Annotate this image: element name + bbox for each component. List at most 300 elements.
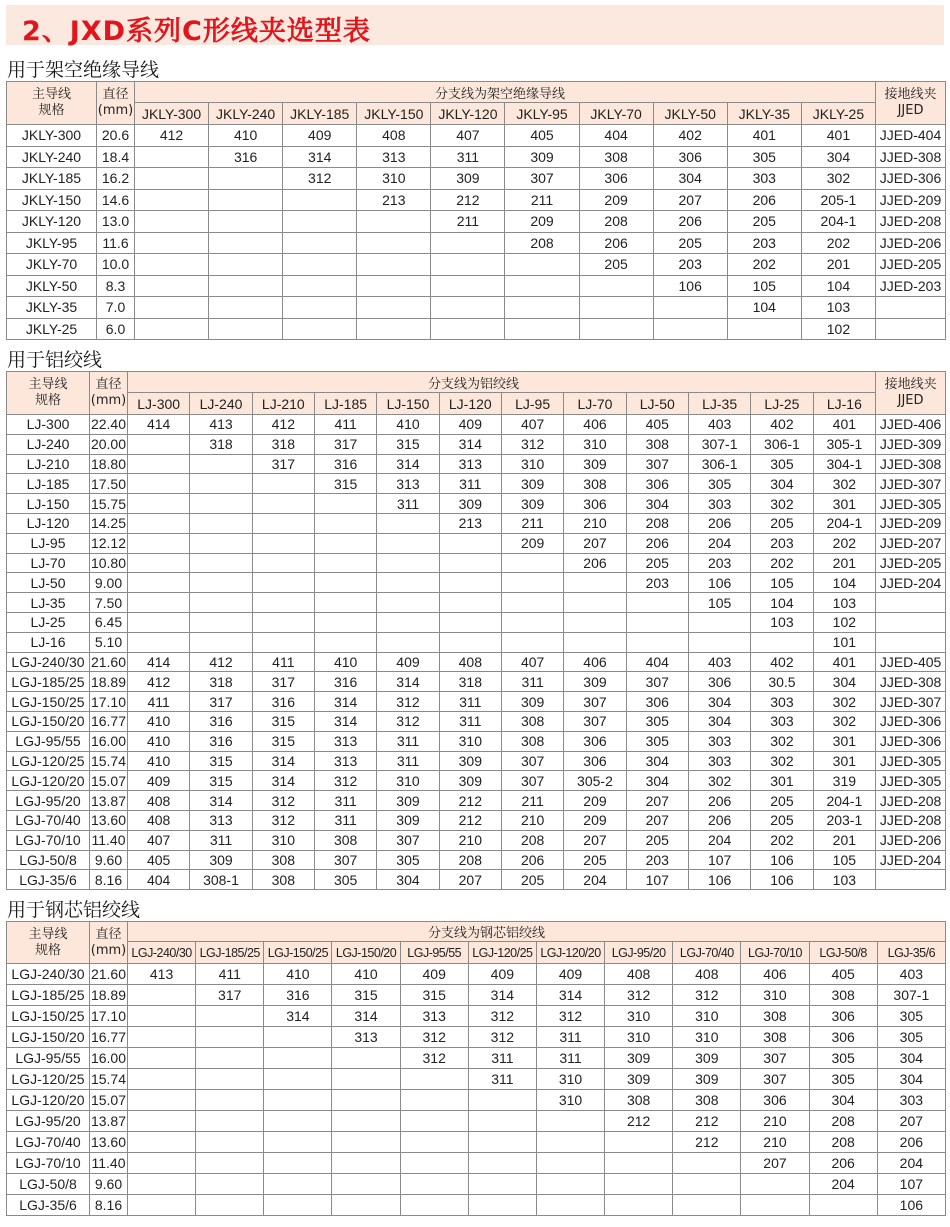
clamp-model-cell: 403	[877, 964, 945, 985]
clamp-model-cell: 303	[727, 168, 801, 190]
clamp-model-cell: 307	[377, 830, 439, 850]
clamp-model-cell: 315	[400, 985, 468, 1006]
clamp-model-cell: 314	[314, 692, 376, 712]
clamp-model-cell	[501, 612, 563, 632]
clamp-model-cell	[128, 434, 190, 454]
ground-clamp-cell: JJED-208	[876, 211, 946, 233]
header-label: 规格	[38, 103, 65, 118]
column-header: JKLY-95	[505, 103, 579, 125]
clamp-model-cell: 305-1	[813, 434, 875, 454]
ground-clamp-cell: JJED-305	[876, 494, 946, 514]
clamp-model-cell: 408	[128, 791, 190, 811]
clamp-model-cell	[536, 1153, 604, 1174]
clamp-model-cell: 207	[626, 791, 688, 811]
clamp-model-cell: 211	[501, 513, 563, 533]
clamp-model-cell: 409	[536, 964, 604, 985]
clamp-model-cell: 308	[673, 1090, 741, 1111]
clamp-model-cell	[128, 1069, 196, 1090]
clamp-model-cell: 317	[196, 985, 264, 1006]
ground-clamp-cell: JJED-309	[876, 434, 946, 454]
section-title-insulated: 用于架空绝缘导线	[7, 59, 160, 81]
clamp-model-cell: 201	[813, 553, 875, 573]
column-header: LJ-16	[813, 393, 875, 415]
main-line-spec: LGJ-240/30	[7, 964, 90, 985]
clamp-model-cell: 412	[135, 125, 209, 147]
clamp-model-cell: 308	[252, 870, 314, 890]
clamp-model-cell	[128, 513, 190, 533]
clamp-model-cell	[314, 632, 376, 652]
clamp-model-cell: 402	[653, 125, 727, 147]
table-row	[7, 474, 946, 494]
main-line-spec: LJ-50	[7, 573, 90, 593]
clamp-model-cell: 212	[431, 189, 505, 211]
clamp-model-cell: 210	[501, 810, 563, 830]
clamp-model-cell: 318	[190, 434, 252, 454]
main-line-spec: JKLY-35	[7, 297, 97, 319]
clamp-model-cell	[400, 1069, 468, 1090]
clamp-model-cell: 413	[190, 415, 252, 435]
clamp-model-cell	[357, 318, 431, 340]
clamp-model-cell: 207	[626, 810, 688, 830]
clamp-model-cell	[209, 275, 283, 297]
clamp-model-cell: 317	[314, 434, 376, 454]
ground-clamp-cell: JJED-305	[876, 751, 946, 771]
main-line-spec: LGJ-150/25	[7, 1006, 90, 1027]
column-header: LGJ-95/55	[400, 942, 468, 964]
ground-clamp-cell	[876, 297, 946, 319]
clamp-model-cell	[377, 573, 439, 593]
clamp-model-cell: 212	[439, 810, 501, 830]
clamp-model-cell: 406	[564, 415, 626, 435]
clamp-model-cell: 206	[688, 791, 750, 811]
clamp-model-cell: 407	[431, 125, 505, 147]
clamp-model-cell: 204	[564, 870, 626, 890]
header-label: 直径	[95, 377, 122, 392]
clamp-model-cell: 312	[536, 1006, 604, 1027]
clamp-model-cell: 306	[809, 1006, 877, 1027]
clamp-model-cell	[564, 612, 626, 632]
column-header-row	[7, 393, 946, 415]
clamp-model-cell: 311	[439, 692, 501, 712]
column-header-row	[7, 942, 946, 964]
clamp-model-cell: 105	[813, 850, 875, 870]
clamp-model-cell: 404	[579, 125, 653, 147]
main-line-spec: LJ-300	[7, 415, 90, 435]
clamp-model-cell: 302	[813, 692, 875, 712]
table-row	[7, 1174, 946, 1195]
clamp-model-cell	[377, 533, 439, 553]
clamp-model-cell: 411	[196, 964, 264, 985]
ground-clamp-cell: JJED-308	[876, 454, 946, 474]
ground-clamp-header	[876, 82, 946, 125]
clamp-model-cell	[190, 474, 252, 494]
header-label: (mm)	[97, 103, 134, 118]
clamp-model-cell: 309	[505, 146, 579, 168]
ground-clamp-cell: JJED-207	[876, 533, 946, 553]
main-line-spec-header	[7, 372, 90, 415]
header-label: 接地线夹	[884, 87, 937, 102]
clamp-model-cell: 107	[877, 1174, 945, 1195]
diameter-value: 16.77	[90, 1027, 128, 1048]
clamp-model-cell	[314, 593, 376, 613]
clamp-model-cell	[673, 1195, 741, 1216]
clamp-model-cell	[314, 553, 376, 573]
clamp-model-cell: 206	[688, 810, 750, 830]
clamp-model-cell: 410	[314, 652, 376, 672]
clamp-model-cell	[579, 318, 653, 340]
clamp-model-cell: 213	[439, 513, 501, 533]
table-row	[7, 632, 946, 652]
clamp-model-cell	[314, 573, 376, 593]
diameter-header	[90, 922, 128, 964]
clamp-model-cell	[431, 275, 505, 297]
clamp-model-cell	[468, 1195, 536, 1216]
column-header: LGJ-185/25	[196, 942, 264, 964]
main-line-spec-header	[7, 82, 97, 125]
diameter-value: 11.6	[97, 232, 135, 254]
diameter-value: 22.40	[90, 416, 127, 433]
clamp-model-cell: 206	[501, 850, 563, 870]
clamp-model-cell: 305-2	[564, 771, 626, 791]
clamp-model-cell: 411	[252, 652, 314, 672]
clamp-model-cell: 204	[688, 533, 750, 553]
clamp-model-cell: 313	[377, 474, 439, 494]
table-row	[7, 254, 946, 276]
clamp-model-cell: 205	[626, 553, 688, 573]
clamp-model-cell: 302	[751, 751, 813, 771]
clamp-model-cell: 103	[801, 297, 875, 319]
main-line-spec: LGJ-50/8	[7, 1174, 90, 1195]
table-row	[7, 1069, 946, 1090]
clamp-model-cell: 212	[673, 1111, 741, 1132]
main-line-spec: JKLY-70	[7, 254, 97, 276]
table-row	[7, 771, 946, 791]
main-line-spec: LGJ-185/25	[7, 672, 90, 692]
clamp-model-cell: 307	[626, 672, 688, 692]
diameter-value: 18.89	[90, 673, 127, 690]
clamp-model-cell: 314	[190, 791, 252, 811]
diameter-value: 9.60	[90, 850, 128, 870]
diameter-value: 11.40	[90, 1153, 128, 1174]
table-row	[7, 751, 946, 771]
clamp-model-cell: 304	[688, 692, 750, 712]
column-header: LGJ-150/25	[264, 942, 332, 964]
column-header: JKLY-120	[431, 103, 505, 125]
clamp-model-cell: 205	[626, 830, 688, 850]
clamp-model-cell: 206	[688, 513, 750, 533]
clamp-model-cell	[505, 318, 579, 340]
clamp-model-cell: 311	[536, 1027, 604, 1048]
clamp-model-cell: 311	[501, 672, 563, 692]
clamp-model-cell: 202	[751, 830, 813, 850]
clamp-model-cell: 206	[653, 211, 727, 233]
clamp-model-cell	[190, 573, 252, 593]
clamp-model-cell: 310	[357, 168, 431, 190]
clamp-model-cell: 311	[377, 751, 439, 771]
clamp-model-cell	[190, 612, 252, 632]
clamp-model-cell: 302	[801, 168, 875, 190]
selection-table-aluminum	[6, 371, 946, 890]
clamp-model-cell	[196, 1132, 264, 1153]
clamp-model-cell: 307	[626, 454, 688, 474]
table-row	[7, 415, 946, 435]
clamp-model-cell	[209, 189, 283, 211]
table-row	[7, 146, 946, 168]
header-row	[7, 922, 946, 942]
table-row	[7, 297, 946, 319]
clamp-model-cell: 316	[190, 731, 252, 751]
main-line-spec: LGJ-50/8	[7, 850, 90, 870]
main-line-spec: LGJ-150/20	[7, 711, 90, 731]
clamp-model-cell	[468, 1090, 536, 1111]
clamp-model-cell: 207	[741, 1153, 809, 1174]
header-label: JJED	[897, 103, 924, 118]
clamp-model-cell: 317	[252, 672, 314, 692]
clamp-model-cell	[209, 254, 283, 276]
clamp-model-cell: 102	[813, 612, 875, 632]
clamp-model-cell: 314	[536, 985, 604, 1006]
clamp-model-cell: 208	[809, 1132, 877, 1153]
ground-clamp-cell	[876, 612, 946, 632]
clamp-model-cell: 205	[751, 791, 813, 811]
diameter-value: 18.4	[97, 146, 135, 168]
clamp-model-cell: 311	[468, 1069, 536, 1090]
main-line-spec: JKLY-185	[7, 168, 97, 190]
table-row	[7, 1027, 946, 1048]
clamp-model-cell: 309	[501, 474, 563, 494]
clamp-model-cell	[128, 985, 196, 1006]
column-header: LGJ-240/30	[128, 942, 196, 964]
clamp-model-cell: 307	[741, 1069, 809, 1090]
diameter-value: 8.16	[90, 870, 128, 890]
ground-clamp-cell: JJED-305	[876, 771, 946, 791]
clamp-model-cell: 104	[727, 297, 801, 319]
ground-clamp-cell	[876, 593, 946, 613]
clamp-model-cell: 310	[564, 434, 626, 454]
table-row	[7, 1111, 946, 1132]
clamp-model-cell: 208	[439, 850, 501, 870]
clamp-model-cell: 305	[688, 474, 750, 494]
clamp-model-cell: 410	[332, 964, 400, 985]
clamp-model-cell: 404	[626, 652, 688, 672]
diameter-value: 8.16	[90, 1195, 128, 1216]
clamp-model-cell	[673, 1174, 741, 1195]
diameter-value: 18.89	[90, 985, 128, 1006]
clamp-model-cell: 309	[564, 672, 626, 692]
clamp-model-cell: 309	[501, 494, 563, 514]
ground-clamp-cell: JJED-209	[876, 513, 946, 533]
ground-clamp-cell: JJED-306	[876, 711, 946, 731]
diameter-header	[97, 82, 135, 125]
clamp-model-cell: 316	[252, 692, 314, 712]
clamp-model-cell: 311	[314, 810, 376, 830]
clamp-model-cell: 307	[741, 1048, 809, 1069]
table-row	[7, 1006, 946, 1027]
clamp-model-cell: 306	[809, 1027, 877, 1048]
clamp-model-cell: 401	[727, 125, 801, 147]
clamp-model-cell	[673, 1153, 741, 1174]
clamp-model-cell: 308-1	[190, 870, 252, 890]
clamp-model-cell: 309	[377, 810, 439, 830]
clamp-model-cell: 314	[377, 454, 439, 474]
clamp-model-cell: 203	[751, 533, 813, 553]
clamp-model-cell	[332, 1048, 400, 1069]
clamp-model-cell	[314, 494, 376, 514]
ground-clamp-cell: JJED-208	[876, 791, 946, 811]
clamp-model-cell: 311	[314, 791, 376, 811]
clamp-model-cell: 308	[626, 434, 688, 454]
diameter-value: 14.25	[90, 515, 127, 532]
ground-clamp-cell: JJED-405	[876, 652, 946, 672]
clamp-model-cell: 315	[252, 731, 314, 751]
clamp-model-cell: 405	[626, 415, 688, 435]
main-line-spec: LGJ-150/20	[7, 1027, 90, 1048]
clamp-model-cell: 306	[579, 168, 653, 190]
clamp-model-cell	[377, 632, 439, 652]
clamp-model-cell	[283, 275, 357, 297]
clamp-model-cell	[252, 593, 314, 613]
diameter-value: 17.50	[90, 475, 127, 492]
main-line-spec: LJ-120	[7, 513, 90, 533]
clamp-model-cell: 205	[653, 232, 727, 254]
clamp-model-cell: 409	[400, 964, 468, 985]
clamp-model-cell	[135, 211, 209, 233]
clamp-model-cell	[190, 494, 252, 514]
column-header: JKLY-150	[357, 103, 431, 125]
table-row	[7, 553, 946, 573]
main-line-spec: LGJ-70/40	[7, 1132, 90, 1153]
clamp-model-cell	[264, 1195, 332, 1216]
table-row	[7, 850, 946, 870]
clamp-model-cell: 210	[741, 1132, 809, 1153]
table-row	[7, 1090, 946, 1111]
clamp-model-cell: 105	[727, 275, 801, 297]
clamp-model-cell	[264, 1132, 332, 1153]
clamp-model-cell: 407	[501, 415, 563, 435]
clamp-model-cell	[252, 513, 314, 533]
clamp-model-cell: 210	[741, 1111, 809, 1132]
clamp-model-cell: 315	[190, 751, 252, 771]
clamp-model-cell	[128, 1132, 196, 1153]
clamp-model-cell	[468, 1153, 536, 1174]
clamp-model-cell	[357, 254, 431, 276]
header-label: 接地线夹	[884, 377, 937, 392]
clamp-model-cell: 316	[314, 672, 376, 692]
clamp-model-cell: 306	[626, 692, 688, 712]
table-row	[7, 731, 946, 751]
ground-clamp-cell: JJED-206	[876, 232, 946, 254]
table-row	[7, 513, 946, 533]
clamp-model-cell: 204	[688, 830, 750, 850]
ground-clamp-cell: JJED-406	[876, 415, 946, 435]
ground-clamp-cell: JJED-204	[876, 573, 946, 593]
clamp-model-cell	[357, 232, 431, 254]
clamp-model-cell	[536, 1132, 604, 1153]
clamp-model-cell: 312	[468, 1006, 536, 1027]
clamp-model-cell: 314	[252, 771, 314, 791]
clamp-model-cell: 401	[813, 415, 875, 435]
header-row	[7, 372, 946, 393]
clamp-model-cell: 314	[252, 751, 314, 771]
diameter-value: 21.60	[90, 964, 128, 985]
clamp-model-cell	[314, 513, 376, 533]
clamp-model-cell: 203	[688, 553, 750, 573]
clamp-model-cell	[196, 1174, 264, 1195]
ground-clamp-cell: JJED-205	[876, 254, 946, 276]
clamp-model-cell	[400, 1132, 468, 1153]
clamp-model-cell	[283, 318, 357, 340]
table-row	[7, 1153, 946, 1174]
header-label: JJED	[897, 393, 924, 408]
clamp-model-cell: 302	[813, 711, 875, 731]
diameter-value: 13.60	[90, 1132, 128, 1153]
clamp-model-cell	[135, 232, 209, 254]
main-line-spec: LGJ-240/30	[7, 652, 90, 672]
column-header: LGJ-70/10	[741, 942, 809, 964]
clamp-model-cell: 314	[377, 672, 439, 692]
clamp-model-cell: 308	[501, 731, 563, 751]
clamp-model-cell: 310	[377, 771, 439, 791]
clamp-model-cell	[605, 1132, 673, 1153]
clamp-model-cell: 408	[357, 125, 431, 147]
clamp-model-cell	[501, 632, 563, 652]
clamp-model-cell: 312	[501, 434, 563, 454]
clamp-model-cell: 106	[688, 573, 750, 593]
main-line-spec: LGJ-35/6	[7, 1195, 90, 1216]
clamp-model-cell	[283, 232, 357, 254]
clamp-model-cell: 311	[190, 830, 252, 850]
clamp-model-cell: 207	[439, 870, 501, 890]
clamp-model-cell: 106	[653, 275, 727, 297]
main-line-spec: LGJ-120/25	[7, 751, 90, 771]
main-line-spec: LJ-70	[7, 553, 90, 573]
clamp-model-cell	[209, 211, 283, 233]
ground-clamp-cell: JJED-308	[876, 672, 946, 692]
clamp-model-cell: 304	[377, 870, 439, 890]
clamp-model-cell: 209	[501, 533, 563, 553]
clamp-model-cell: 205	[501, 870, 563, 890]
column-header: LJ-35	[688, 393, 750, 415]
table-row	[7, 1048, 946, 1069]
clamp-model-cell	[314, 612, 376, 632]
ground-clamp-cell	[876, 318, 946, 340]
clamp-model-cell: 30.5	[751, 672, 813, 692]
clamp-model-cell: 305	[314, 870, 376, 890]
clamp-model-cell	[332, 1132, 400, 1153]
clamp-model-cell: 310	[673, 1027, 741, 1048]
clamp-model-cell: 316	[264, 985, 332, 1006]
clamp-model-cell: 414	[128, 652, 190, 672]
clamp-model-cell: 411	[128, 692, 190, 712]
clamp-model-cell	[536, 1111, 604, 1132]
clamp-model-cell	[283, 297, 357, 319]
clamp-model-cell: 308	[314, 830, 376, 850]
clamp-model-cell: 406	[564, 652, 626, 672]
column-header: LGJ-120/25	[468, 942, 536, 964]
diameter-value: 5.10	[90, 632, 128, 652]
clamp-model-cell: 305	[751, 454, 813, 474]
clamp-model-cell: 308	[579, 146, 653, 168]
clamp-model-cell: 301	[813, 494, 875, 514]
ground-clamp-cell: JJED-205	[876, 553, 946, 573]
clamp-model-cell: 307	[501, 771, 563, 791]
clamp-model-cell	[196, 1111, 264, 1132]
table-row	[7, 125, 946, 147]
clamp-model-cell	[332, 1111, 400, 1132]
clamp-model-cell	[431, 254, 505, 276]
clamp-model-cell: 312	[468, 1027, 536, 1048]
clamp-model-cell	[196, 1048, 264, 1069]
